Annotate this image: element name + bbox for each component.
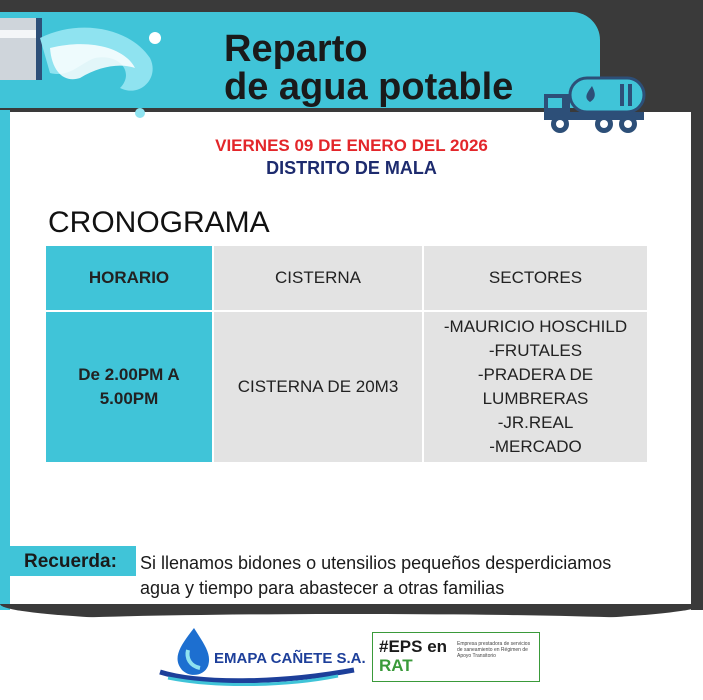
sector-item: -FRUTALES [488, 341, 583, 360]
water-splash-icon [40, 18, 170, 128]
reminder-text [140, 551, 680, 601]
sector-item: -PRADERA DE [477, 365, 594, 384]
title-line-1: Reparto [224, 28, 368, 70]
eps-line-1: #EPS en [379, 637, 448, 656]
date-text: VIERNES 09 DE ENERO DEL 2026 [215, 136, 488, 155]
column-header-horario: HORARIO [45, 245, 213, 311]
right-accent-strip [691, 110, 703, 610]
title-line-2: de agua potable [224, 66, 514, 108]
water-pipe-icon [0, 18, 42, 80]
sector-item: -MERCADO [489, 437, 582, 456]
water-truck-icon [540, 72, 650, 140]
footer-divider [0, 604, 703, 622]
reminder-text-line-1: Si llenamos bidones o utensilios pequeños desperdiciamos [140, 553, 612, 573]
sector-item: -MAURICIO HOSCHILD [443, 317, 628, 336]
sector-item: LUMBRERAS [482, 389, 589, 408]
column-header-sectores: SECTORES [423, 245, 648, 311]
cell-horario [45, 311, 213, 463]
sector-item: -JR.REAL [497, 413, 574, 432]
eps-main-text [379, 637, 447, 675]
reminder-label: Recuerda: [24, 551, 117, 572]
left-accent-strip [0, 110, 10, 610]
column-header-cisterna: CISTERNA [213, 245, 423, 311]
schedule-heading: CRONOGRAMA [48, 206, 270, 239]
emapa-name: EMAPA CAÑETE S.A. [214, 650, 366, 667]
district-text: DISTRITO DE MALA [266, 158, 437, 178]
eps-line-2: RAT [379, 656, 413, 675]
eps-description: Empresa prestadora de servicios de saneamiento en Régimen de Apoyo Transitorio [457, 641, 531, 659]
cell-sectores [423, 311, 648, 463]
reminder-text-line-2: agua y tiempo para abastecer a otras familias [140, 578, 505, 598]
schedule-table [44, 244, 649, 464]
horario-line-1: De 2.00PM A [78, 365, 180, 384]
eps-rat-logo [372, 632, 540, 682]
table-header-row [45, 245, 648, 311]
table-row [45, 311, 648, 463]
cell-cisterna: CISTERNA DE 20M3 [213, 311, 423, 463]
horario-line-2: 5.00PM [99, 389, 159, 408]
page-title [224, 30, 513, 106]
